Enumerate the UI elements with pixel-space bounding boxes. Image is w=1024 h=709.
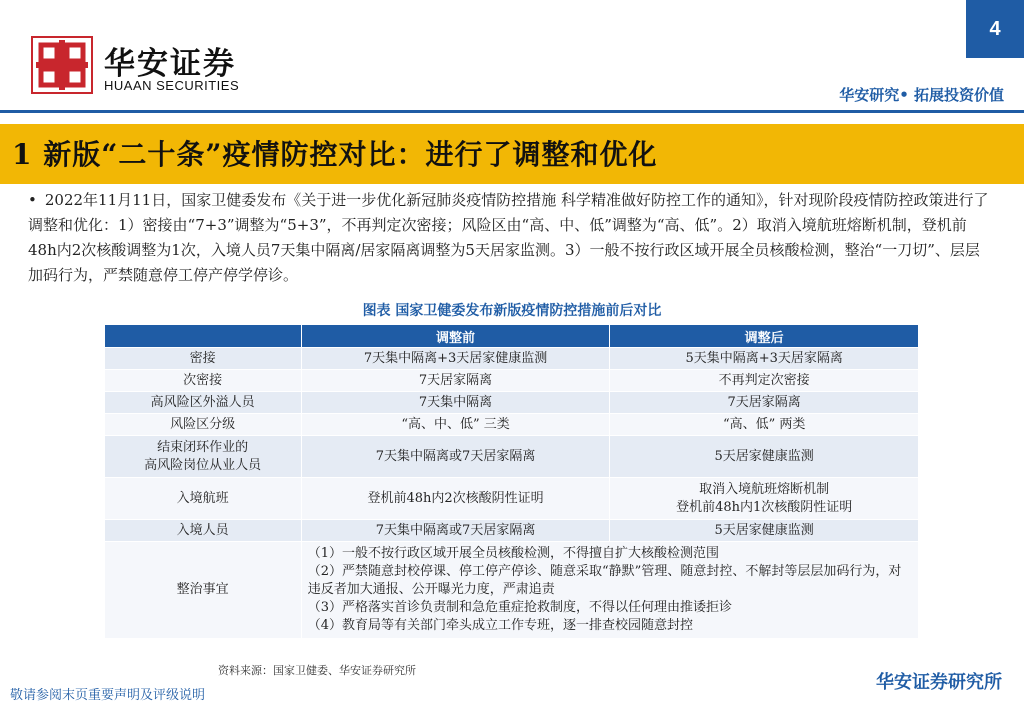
row-before: 7天集中隔离或7天居家隔离 bbox=[301, 436, 610, 478]
row-after: 取消入境航班熔断机制 登机前48h内1次核酸阴性证明 bbox=[610, 478, 919, 520]
row-item: 密接 bbox=[105, 348, 302, 370]
tagline: 华安研究• 拓展投资价值 bbox=[839, 86, 1004, 104]
row-before: 7天集中隔离 bbox=[301, 392, 610, 414]
row-before: 7天居家隔离 bbox=[301, 370, 610, 392]
table-row bbox=[105, 542, 919, 639]
row-after: 不再判定次密接 bbox=[610, 370, 919, 392]
table-row bbox=[105, 436, 919, 478]
row-after: 5天居家健康监测 bbox=[610, 436, 919, 478]
logo-chinese: 华安证券 bbox=[104, 46, 236, 82]
measure-item: （4）教育局等有关部门牵头成立工作专班，逐一排查校园随意封控 bbox=[307, 618, 694, 633]
comparison-table bbox=[104, 324, 919, 639]
row-after: 5天集中隔离+3天居家隔离 bbox=[610, 348, 919, 370]
rectification-measures bbox=[301, 542, 918, 639]
row-item: 入境航班 bbox=[105, 478, 302, 520]
measure-item: （3）严格落实首诊负责制和急危重症抢救制度，不得以任何理由推诿拒诊 bbox=[307, 600, 733, 615]
source-note: 资料来源：国家卫健委、华安证券研究所 bbox=[218, 664, 416, 677]
table-row bbox=[105, 370, 919, 392]
row-item: 结束闭环作业的 高风险岗位从业人员 bbox=[105, 436, 302, 478]
measure-item: （1）一般不按行政区域开展全员核酸检测，不得擅自扩大核酸检测范围 bbox=[307, 546, 720, 561]
header-item bbox=[105, 325, 302, 348]
row-before: 7天集中隔离或7天居家隔离 bbox=[301, 520, 610, 542]
row-before: 登机前48h内2次核酸阴性证明 bbox=[301, 478, 610, 520]
disclaimer-link[interactable]: 敬请参阅末页重要声明及评级说明 bbox=[10, 688, 206, 703]
row-before: 7天集中隔离+3天居家健康监测 bbox=[301, 348, 610, 370]
logo-english: HUAAN SECURITIES bbox=[104, 78, 240, 93]
row-item: 次密接 bbox=[105, 370, 302, 392]
table-row bbox=[105, 392, 919, 414]
row-item: 整治事宜 bbox=[105, 542, 302, 639]
row-item: 高风险区外溢人员 bbox=[105, 392, 302, 414]
figure-title: 图表 国家卫健委发布新版疫情防控措施前后对比 bbox=[362, 303, 662, 319]
row-before: “高、中、低” 三类 bbox=[301, 414, 610, 436]
table-row bbox=[105, 414, 919, 436]
row-item: 风险区分级 bbox=[105, 414, 302, 436]
table-row bbox=[105, 478, 919, 520]
row-after: “高、低” 两类 bbox=[610, 414, 919, 436]
summary-text: 2022年11月11日，国家卫健委发布《关于进一步优化新冠肺炎疫情防控措施 科学精准做好防控工作的通知》，针对现阶段疫情防控政策进行了调整和优化：1）密接由“7+3”调整为“5+3”，不再判定次密接；风险区由“高、中、低”调整为“高、低”。2）取消入境航班熔断机制，登机前48h内2次核酸调整为1次，入境人员7天集中隔离/居家隔离调整为5天居家监测。3）一般不按行政区域开展全员核酸检测，整治“一刀切”、层层加码行为，严禁随意停工停产停学停诊。 bbox=[28, 191, 989, 284]
row-item: 入境人员 bbox=[105, 520, 302, 542]
header-after: 调整后 bbox=[610, 325, 919, 348]
header-before: 调整前 bbox=[301, 325, 610, 348]
bullet-icon: • bbox=[28, 191, 37, 209]
page-number: 4 bbox=[966, 0, 1024, 58]
header-divider bbox=[0, 110, 1024, 113]
page-title: 1 新版“二十条”疫情防控对比：进行了调整和优化 bbox=[12, 138, 658, 171]
table-header-row bbox=[105, 325, 919, 348]
table-row bbox=[105, 520, 919, 542]
summary-paragraph bbox=[28, 188, 993, 288]
row-after: 5天居家健康监测 bbox=[610, 520, 919, 542]
table-row bbox=[105, 348, 919, 370]
institute-name: 华安证券研究所 bbox=[876, 672, 1002, 693]
measure-item: （2）严禁随意封校停课、停工停产停诊、随意采取“静默”管理、随意封控、不解封等层层加码行为，对违反者加大通报、公开曝光力度，严肃追责 bbox=[307, 564, 902, 597]
logo-icon bbox=[31, 36, 93, 94]
row-after: 7天居家隔离 bbox=[610, 392, 919, 414]
